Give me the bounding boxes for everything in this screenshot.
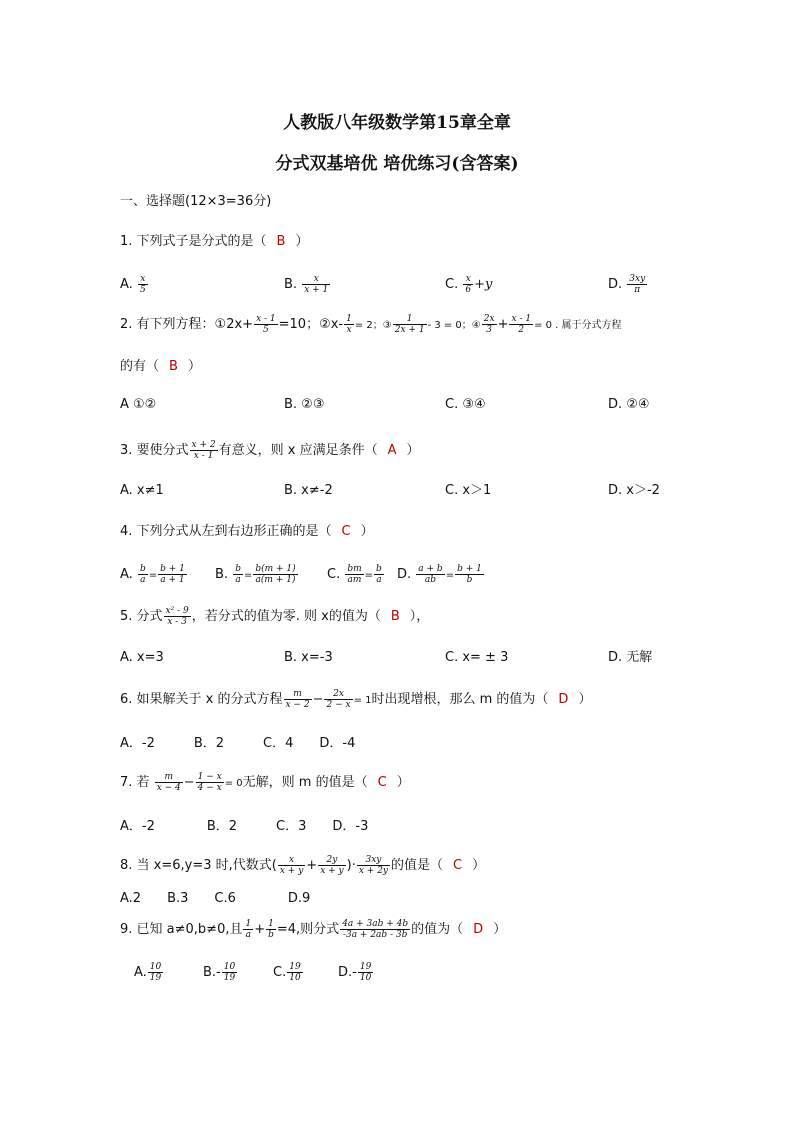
option-c: C. $\frac{19}{10}$ bbox=[273, 962, 301, 983]
option-a: A. x≠1 bbox=[120, 483, 164, 498]
option-d: D.- $\frac{19}{10}$ bbox=[338, 962, 372, 983]
option-b: B. $\frac{b}{a}$ = $\frac{b(m + 1)}{a(m + 1)}$ bbox=[215, 564, 296, 585]
option-d: D. x＞-2 bbox=[608, 483, 660, 498]
option-a: A. x=3 bbox=[120, 650, 164, 665]
question-4: 4. 下列分式从左到右边形正确的是（ C ） bbox=[120, 522, 374, 542]
option-c: C. $\frac{bm}{am}$ = $\frac{b}{a}$ bbox=[327, 564, 382, 585]
option-d: D. $\frac{3xy}{\pi}$ bbox=[608, 274, 646, 295]
question-2: 2. 有下列方程：①2x+ $\frac{x - 1}{5}$ =10；②x- $\frac{1}{x}$ = 2；③ $\frac{1}{2x + 1}$ - 3 = 0；④ $\frac{2x}{3}$ + $\frac{x - 1}{2}$ = 0 . 属于分式方程 bbox=[120, 314, 622, 335]
answer: D bbox=[558, 692, 569, 707]
option-b: B. x≠-2 bbox=[284, 483, 333, 498]
question-8: 8. 当 x=6,y=3 时,代数式( $\frac{x}{x + y}$ + $\frac{2y}{x + y}$ )· $\frac{3xy}{x + 2y}$ 的值是（ C ） bbox=[120, 855, 486, 876]
option-a: A. $\frac{x}{5}$ bbox=[120, 274, 146, 295]
question-6-options: A．-2 B．2 C．4 D．-4 bbox=[120, 736, 356, 751]
question-5: 5. 分式 $\frac{\text{x² - 9}}{x - 3}$ ，若分式的值为零. 则 x的值为（ B ）， bbox=[120, 606, 430, 627]
question-9: 9. 已知 a≠0,b≠0,且 $\frac{1}{a}$ + $\frac{1}{b}$ =4,则分式 $\frac{4a + 3ab + 4b}{-3a + 2ab - 3b}$ 的值为（ D ） bbox=[120, 919, 507, 940]
answer: A bbox=[387, 443, 397, 458]
question-6: 6. 如果解关于 x 的分式方程 $\frac{m}{x - 2}$ − $\frac{2x}{2 - x}$ = 1时出现增根，那么 m 的值为（ D ） bbox=[120, 689, 592, 710]
option-b: B. $\frac{x}{x + 1}$ bbox=[284, 274, 329, 295]
option-c: C. $\frac{x}{6}$ +y bbox=[445, 274, 493, 295]
option-a: A. $\frac{10}{19}$ bbox=[134, 962, 162, 983]
answer: B bbox=[276, 234, 286, 249]
option-a: A ①② bbox=[120, 397, 157, 412]
question-7-options: A．-2 B．2 C．3 D．-3 bbox=[120, 819, 369, 834]
option-c: C. x= ± 3 bbox=[445, 650, 509, 665]
option-c: C. x＞1 bbox=[445, 483, 492, 498]
option-a: A. $\frac{b}{a}$ = $\frac{b + 1}{a + 1}$ bbox=[120, 564, 185, 585]
option-d: D. ②④ bbox=[608, 397, 650, 412]
option-b: B.- $\frac{10}{19}$ bbox=[203, 962, 236, 983]
question-1: 1. 下列式子是分式的是（ B ） bbox=[120, 232, 308, 252]
question-7: 7. 若 $\frac{m}{x - 4}$ − $\frac{1 - x}{4 - x}$ = 0无解，则 m 的值是（ C ） bbox=[120, 772, 410, 793]
option-b: B. x=-3 bbox=[284, 650, 333, 665]
answer: C bbox=[453, 858, 463, 873]
document-title: 人教版八年级数学第15章全章 bbox=[283, 113, 511, 133]
answer: B bbox=[169, 359, 178, 374]
answer: C bbox=[341, 524, 351, 539]
option-d: D. $\frac{a + b}{ab}$ = $\frac{b + 1}{b}$ bbox=[397, 564, 482, 585]
answer: D bbox=[473, 922, 484, 937]
document-subtitle: 分式双基培优 培优练习(含答案) bbox=[275, 154, 519, 174]
question-3: 3. 要使分式 $\frac{x + 2}{x - 1}$ 有意义，则 x 应满足条件（ A ） bbox=[120, 440, 420, 461]
option-c: C. ③④ bbox=[445, 397, 486, 412]
question-2-cont: 的有（ B ） bbox=[120, 357, 201, 377]
option-b: B. ②③ bbox=[284, 397, 325, 412]
answer: B bbox=[390, 609, 400, 624]
option-d: D. 无解 bbox=[608, 650, 653, 665]
question-8-options: A.2 B.3 C.6 D.9 bbox=[120, 891, 311, 906]
section-heading: 一、选择题(12×3=36分) bbox=[120, 194, 272, 209]
answer: C bbox=[377, 775, 387, 790]
